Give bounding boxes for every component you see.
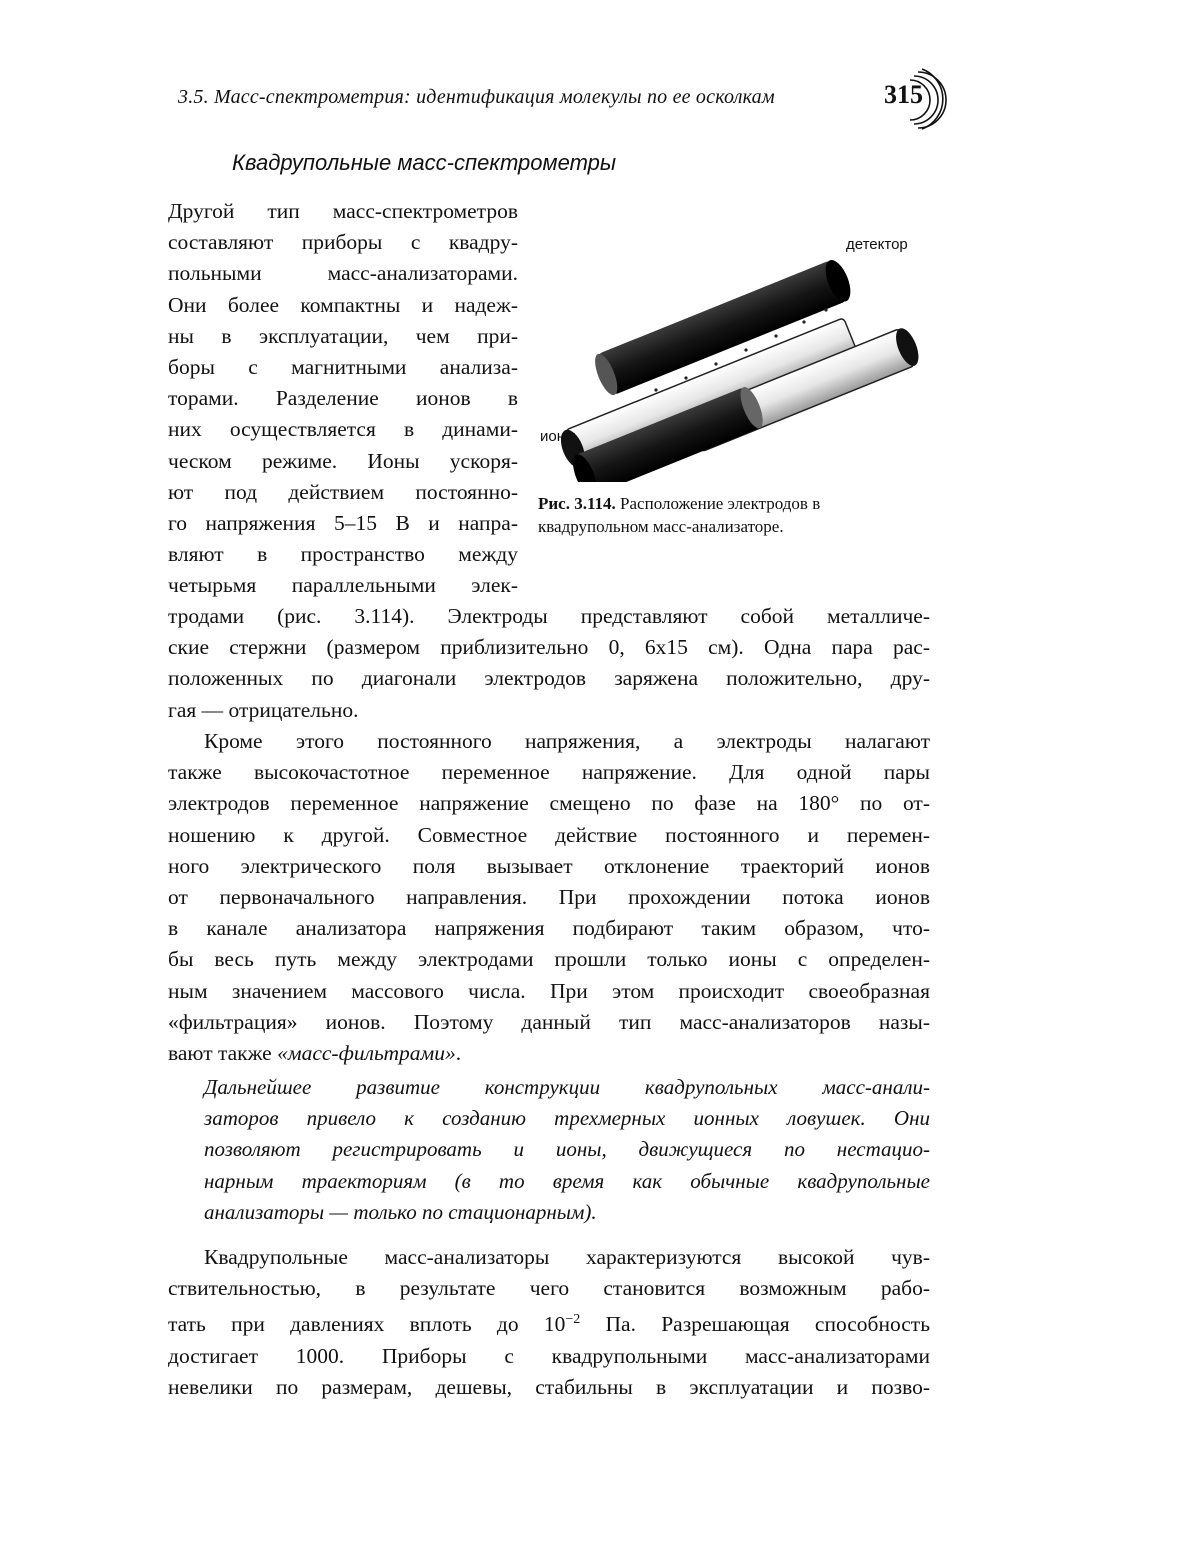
text-line: бы весь путь между электродами прошли только ионы с определен-: [168, 947, 930, 972]
quadrupole-electrodes-image: [536, 222, 926, 482]
section-title: Квадрупольные масс-спектрометры: [232, 150, 617, 175]
text-span: вают также: [168, 1041, 278, 1066]
text-line: ным значением массового числа. При этом происходит своеобразная: [168, 978, 930, 1003]
text-line: составляют приборы с квадру-: [168, 230, 518, 255]
paragraph-3: [168, 1242, 930, 1403]
text-line: от первоначального направления. При прохождении потока ионов: [168, 885, 930, 910]
text-line: них осуществляется в динами-: [168, 417, 518, 442]
text-span: Па. Разрешающая способность: [580, 1312, 931, 1337]
text-line: тродами (рис. 3.114). Электроды представляют собой металличе-: [168, 604, 930, 628]
text-span: тать при давлениях вплоть до 10: [168, 1312, 566, 1337]
paragraph-1-continued: [168, 601, 930, 726]
text-span: .: [455, 1041, 462, 1066]
text-line: Дальнейшее развитие конструкции квадрупольных масс-анали-: [204, 1075, 930, 1099]
text-line: невелики по размерам, дешевы, стабильны в эксплуатации и позво-: [168, 1374, 930, 1399]
text-line: Другой тип масс-спектрометров: [168, 199, 518, 223]
paragraph-2: [168, 726, 930, 1069]
text-line: нарным траекториям (в то время как обычные квадрупольные: [204, 1168, 930, 1193]
text-line: ны в эксплуатации, чем при-: [168, 323, 518, 348]
text-line: анализаторы — только по стационарным).: [204, 1199, 597, 1224]
text-line: го напряжения 5–15 В и напра-: [168, 511, 518, 536]
text-line: Квадрупольные масс-анализаторы характеризуются высокой чув-: [204, 1245, 930, 1269]
superscript: −2: [565, 1312, 581, 1328]
caption-line-1: Расположение электродов в: [620, 494, 821, 513]
text-line: заторов привело к созданию трехмерных ионных ловушек. Они: [204, 1106, 930, 1131]
text-line: ские стержни (размером приблизительно 0, 6х15 см). Одна пара рас-: [168, 635, 930, 660]
running-head: 3.5. Масс-спектрометрия: идентификация молекулы по ее осколкам: [178, 86, 775, 108]
text-line: ют под действием постоянно-: [168, 479, 518, 504]
text-line: также высокочастотное переменное напряжение. Для одной пары: [168, 760, 930, 785]
text-line: четырьмя параллельными элек-: [168, 573, 518, 598]
paragraph-1-wrapped: [168, 196, 518, 602]
text-line: ствительностью, в результате чего становится возможным рабо-: [168, 1276, 930, 1301]
text-line: «фильтрация» ионов. Поэтому данный тип масс-анализаторов назы-: [168, 1009, 930, 1034]
caption-line-2: квадрупольном масс-анализаторе.: [538, 517, 784, 536]
text-line: в канале анализатора напряжения подбирают таким образом, что-: [168, 916, 930, 941]
text-line: ческом режиме. Ионы ускоря-: [168, 448, 518, 473]
text-line: торами. Разделение ионов в: [168, 386, 518, 411]
ions-label: ионы: [540, 428, 576, 445]
text-line: электродов переменное напряжение смещено по фазе на 180° по от-: [168, 791, 930, 816]
italic-note: [204, 1072, 930, 1228]
page-number: 315: [884, 80, 923, 109]
text-line: позволяют регистрировать и ионы, движущиеся по нестацио-: [204, 1137, 930, 1162]
text-line: ношению к другой. Совместное действие постоянного и перемен-: [168, 822, 930, 847]
text-line: положенных по диагонали электродов заряжена положительно, дру-: [168, 666, 930, 691]
text-line: [168, 1038, 930, 1069]
page-corner-arcs-icon: [900, 68, 952, 130]
text-line: вляют в пространство между: [168, 542, 518, 567]
emphasis: «масс-фильтрами»: [277, 1041, 456, 1066]
detector-label: детектор: [846, 236, 908, 253]
text-line: ного электрического поля вызывает отклонение траекторий ионов: [168, 853, 930, 878]
figure-caption: [538, 492, 928, 538]
quadrupole-figure: [536, 222, 926, 482]
text-line: польными масс-анализаторами.: [168, 261, 518, 286]
text-line: Они более компактны и надеж-: [168, 292, 518, 317]
text-line: боры с магнитными анализа-: [168, 355, 518, 380]
caption-number: Рис. 3.114.: [538, 494, 616, 513]
text-line: достигает 1000. Приборы с квадрупольными масс-анализаторами: [168, 1343, 930, 1368]
text-line: Кроме этого постоянного напряжения, а электроды налагают: [204, 729, 930, 753]
text-line: гая — отрицательно.: [168, 697, 359, 722]
text-line: [168, 1304, 930, 1340]
